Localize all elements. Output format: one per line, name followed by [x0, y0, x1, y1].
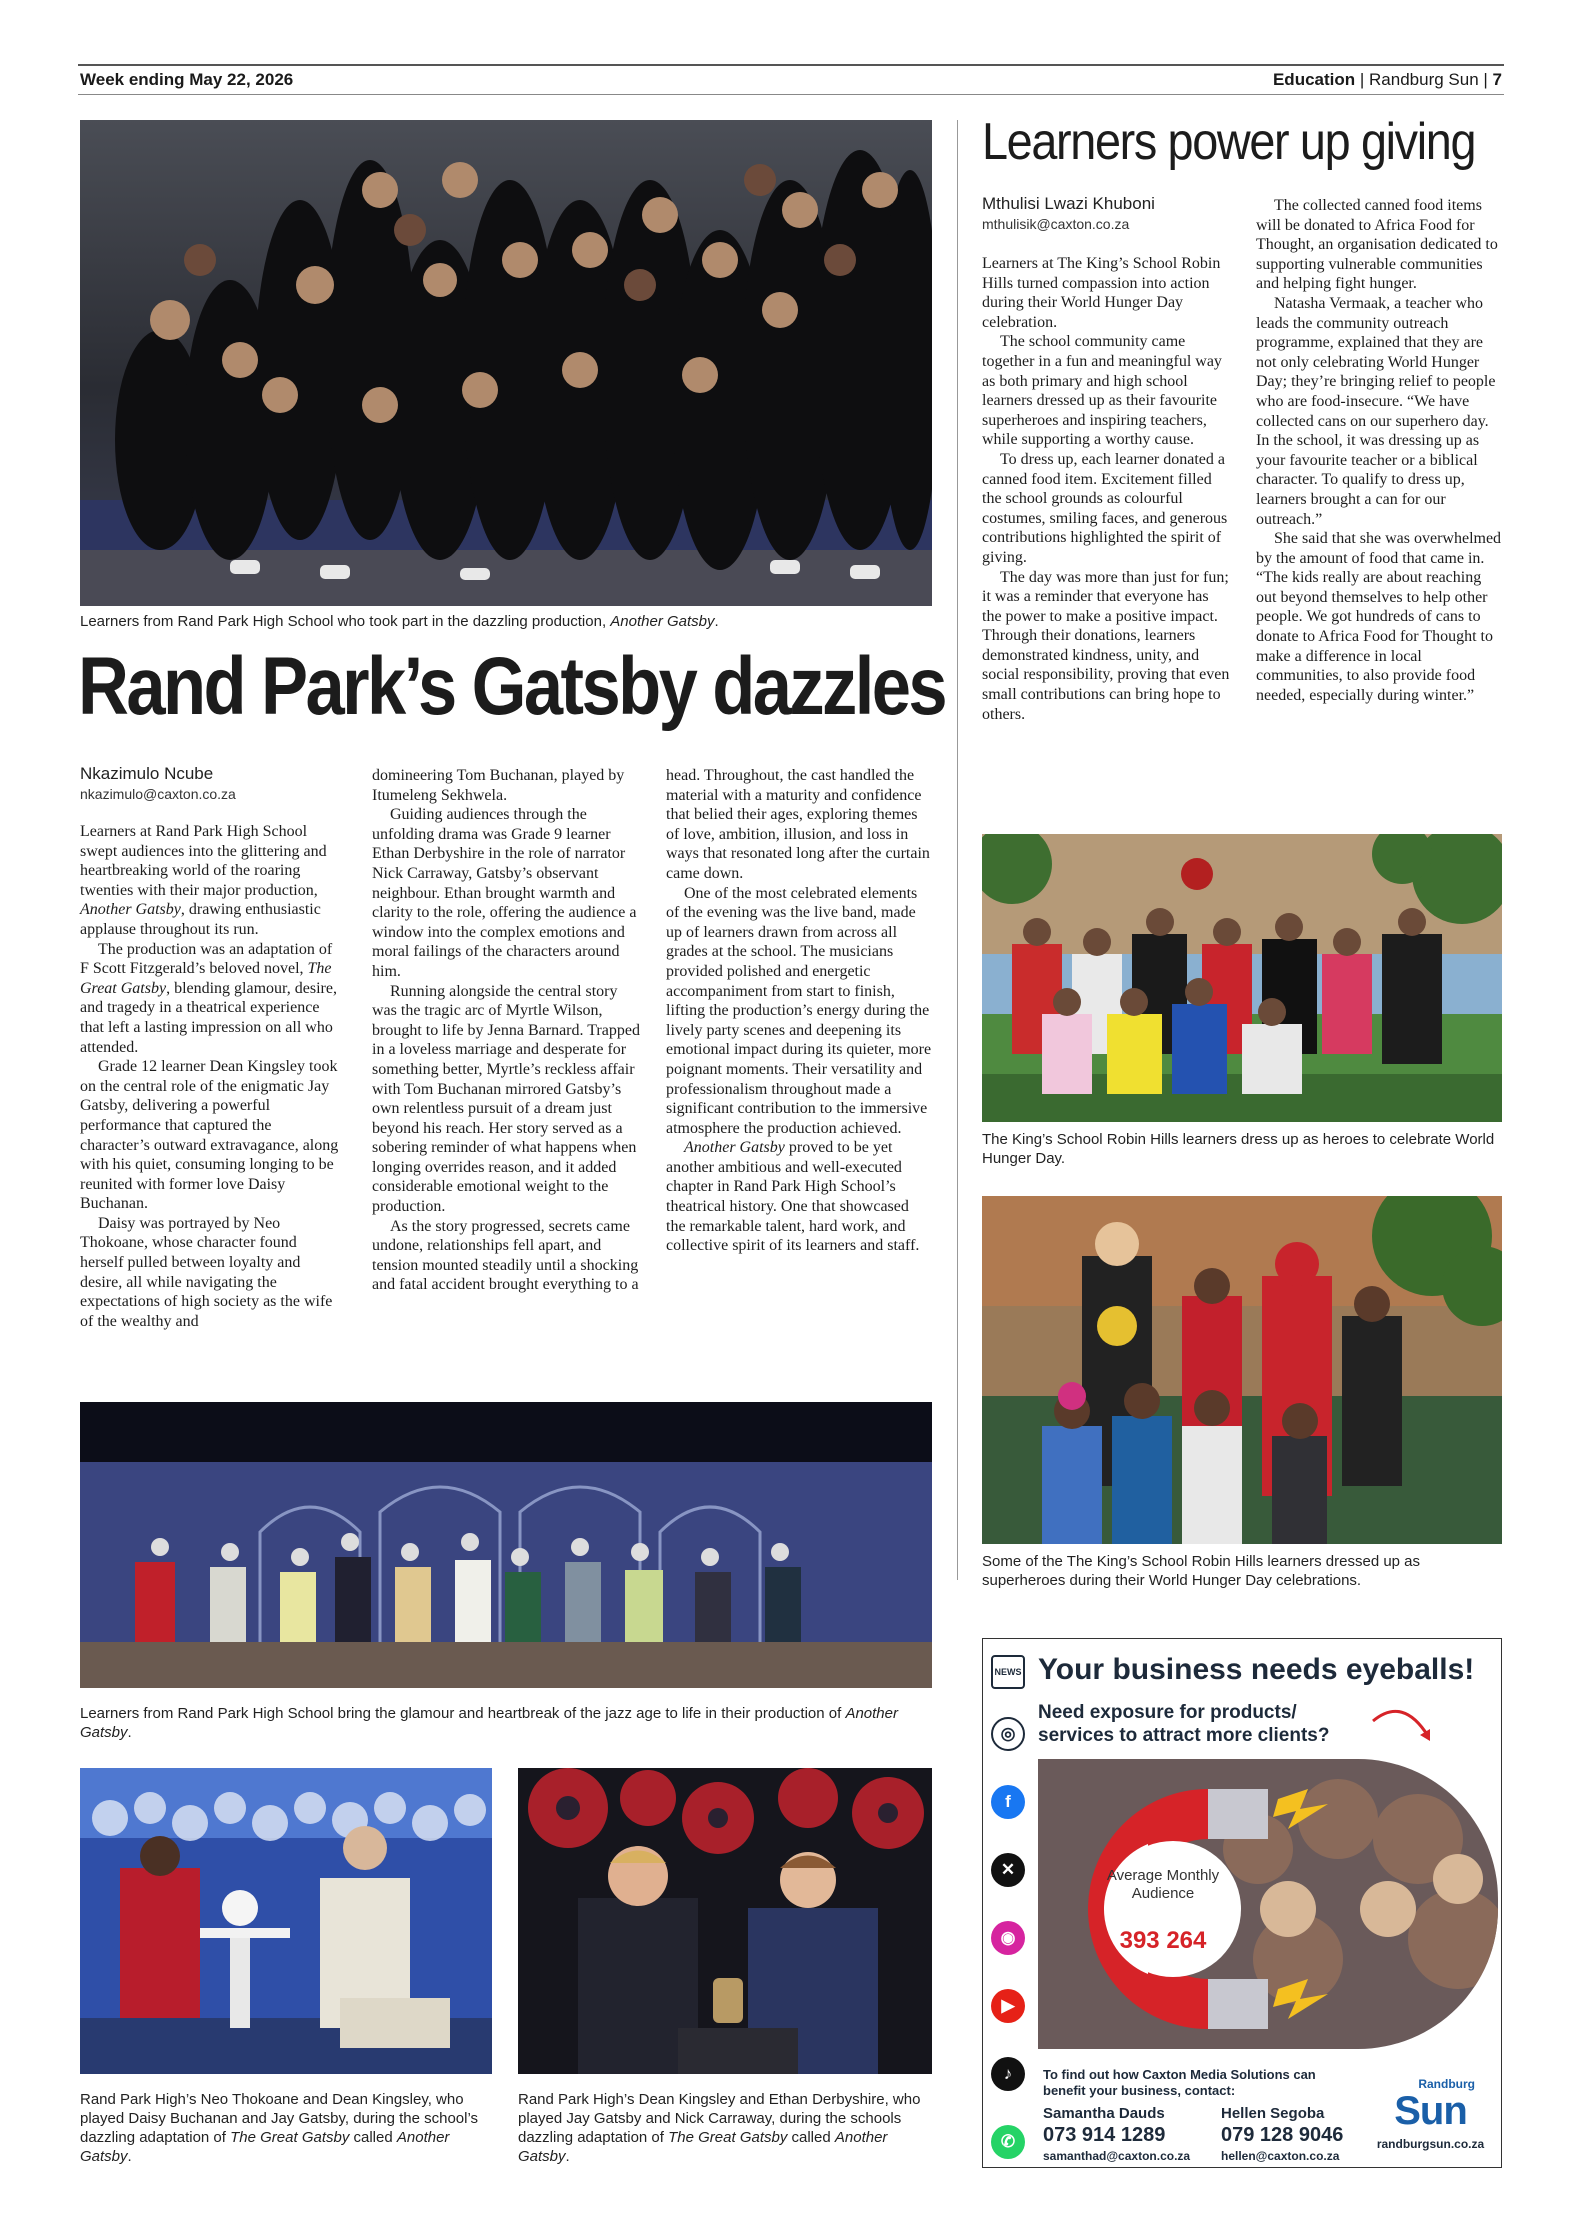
paragraph: The production was an adaptation of F Scott Fitzgerald’s beloved novel, The Great Gatsby, blending glamour, desire, and tragedy in a theatrical experience that left a lasting impression on all who attended. — [80, 940, 337, 1056]
header-rule — [78, 64, 1504, 66]
paragraph: Natasha Vermaak, a teacher who leads the community outreach programme, explained that they are not only celebrating World Hunger Day; they’re bringing relief to people who are food-insecure. “We have collected cans on our superhero day. In the school, it was dressing up as your favourite teacher or a biblical character. To qualify to dress up, learners brought a can for our outreach.” — [1256, 294, 1496, 528]
advert-subtitle: Need exposure for products/ services to attract more clients? — [1038, 1702, 1330, 1746]
instagram-icon[interactable]: ◉ — [991, 1921, 1025, 1955]
section-name: Education — [1272, 70, 1356, 89]
randburg-sun-logo: Randburg Sun randburgsun.co.za — [1368, 2077, 1493, 2151]
superheroes-photo-caption: Some of the The King’s School Robin Hills learners dressed up as superheroes during their World Hunger Day celebrations. — [982, 1553, 1421, 1589]
gatsby-headline: Rand Park’s Gatsby dazzles — [78, 641, 946, 732]
advert-title: Your business needs eyeballs! — [1038, 1653, 1475, 1686]
publication-name: Randburg Sun — [1369, 70, 1479, 89]
x-icon[interactable]: ✕ — [991, 1853, 1025, 1887]
header-rule-bottom — [78, 94, 1504, 95]
contact-hellen — [1221, 2105, 1343, 2163]
daisy-gatsby-photo — [80, 1768, 492, 2074]
gatsby-photo2-caption: Learners from Rand Park High School bring the glamour and heartbreak of the jazz age to life in their production of Another Gatsby. — [80, 1705, 898, 1741]
column-divider — [957, 120, 958, 1580]
issue-date: Week ending May 22, 2026 — [80, 70, 294, 89]
tiktok-icon[interactable]: ♪ — [991, 2057, 1025, 2091]
paragraph: She said that she was overwhelmed by the amount of food that came in. “The kids really are about reaching out beyond themselves to help other people. We got hundreds of cans to donate to Africa Food for Thought to make a difference in local communities, to also provide food needed, especially during winter.” — [1256, 530, 1502, 704]
gatsby-photo1-caption: Learners from Rand Park High School who took part in the dazzling production, Another Gatsby. — [80, 613, 719, 630]
paragraph: Guiding audiences through the unfolding drama was Grade 9 learner Ethan Derbyshire in the role of narrator Nick Carraway, Gatsby’s observant neighbour. Ethan brought warmth and clarity to the role, offering the audience a window into the complex emotions and moral failings of the characters around him. — [372, 806, 637, 980]
contact-phone[interactable]: 079 128 9046 — [1221, 2124, 1344, 2146]
contact-email[interactable]: hellen@caxton.co.za — [1221, 2149, 1340, 2163]
gatsby-cast-group-photo — [80, 120, 932, 606]
contact-name: Hellen Segoba — [1221, 2105, 1325, 2122]
contact-email[interactable]: samanthad@caxton.co.za — [1043, 2149, 1191, 2163]
news-icon: NEWS — [991, 1655, 1025, 1689]
contact-samantha — [1043, 2105, 1190, 2163]
paragraph: Learners at Rand Park High School swept audiences into the glittering and heartbreaking world of the roaring twenties with their major production, Another Gatsby, drawing enthusiastic applause throughout its run. — [80, 823, 327, 938]
contact-phone[interactable]: 073 914 1289 — [1043, 2124, 1166, 2146]
arrow-icon — [1368, 1701, 1438, 1751]
gatsby-author: Nkazimulo Ncube — [80, 764, 214, 783]
youtube-icon[interactable]: ▶ — [991, 1989, 1025, 2023]
whatsapp-icon[interactable]: ✆ — [991, 2125, 1025, 2159]
paragraph: head. Throughout, the cast handled the material with a maturity and confidence that belied their ages, exploring themes of love, ambition, illusion, and loss in ways that resonated long after the curtain came down. — [666, 767, 930, 882]
superheroes-photo — [982, 1196, 1502, 1544]
contact-intro: To find out how Caxton Media Solutions can benefit your business, contact: — [1043, 2067, 1316, 2098]
paragraph: The day was more than just for fun; it was a reminder that everyone has the power to make a positive impact. Through their donations, learners demonstrated kindness, unity, and social responsibility, proving that even small contributions can bring hope to others. — [982, 568, 1230, 723]
paragraph: Another Gatsby proved to be yet another ambitious and well-executed chapter in Rand Park High School’s theatrical history. One that showcased the remarkable talent, hard work, and collective spirit of its learners and staff. — [666, 1139, 920, 1255]
brand-url[interactable]: randburgsun.co.za — [1376, 2137, 1485, 2151]
audience-label: Average Monthly Audience — [1106, 1867, 1220, 1902]
gatsby-nick-photo — [518, 1768, 932, 2074]
advert-magnet-visual — [1038, 1759, 1498, 2049]
paragraph: Grade 12 learner Dean Kingsley took on the central role of the enigmatic Jay Gatsby, delivering a powerful performance that captured the character’s outward extravagance, along with his quiet, consuming longing to be reunited with former love Daisy Buchanan. — [80, 1058, 339, 1213]
paragraph: The collected canned food items will be donated to Africa Food for Thought, an organisation dedicated to supporting vulnerable communities and helping fight hunger. — [1256, 197, 1498, 293]
giving-headline: Learners power up giving — [982, 113, 1476, 171]
giving-author: Mthulisi Lwazi Khuboni — [982, 194, 1155, 213]
heroes-photo-caption: The King’s School Robin Hills learners dress up as heroes to celebrate World Hunger Day. — [982, 1131, 1495, 1167]
gatsby-photo3-caption: Rand Park High’s Neo Thokoane and Dean Kingsley, who played Daisy Buchanan and Jay Gatsby, during the school’s dazzling adaptation of The Great Gatsby called Another Gatsby. — [80, 2091, 479, 2165]
gatsby-photo4-caption: Rand Park High’s Dean Kingsley and Ethan Derbyshire, who played Jay Gatsby and Nick Carraway, during the schools dazzling adaptation of The Great Gatsby called Another Gatsby. — [518, 2091, 921, 2165]
paragraph: Daisy was portrayed by Neo Thokoane, whose character found herself pulled between loyalty and desire, all while navigating the expectations of high society as the wife of the wealthy and — [80, 1214, 333, 1330]
paragraph: Learners at The King’s School Robin Hills turned compassion into action during their World Hunger Day celebration. — [982, 255, 1221, 331]
gatsby-stage-photo — [80, 1402, 932, 1688]
giving-column-2 — [1256, 196, 1504, 705]
gatsby-column-3 — [666, 766, 932, 1256]
paragraph: To dress up, each learner donated a canned food item. Excitement filled the school grounds as colourful costumes, smiling faces, and generous contributions highlighted the spirit of giving. — [982, 450, 1228, 566]
contact-name: Samantha Dauds — [1043, 2105, 1165, 2122]
paragraph: The school community came together in a fun and meaningful way as both primary and high school learners dressed up as their favourite superheroes and inspiring teachers, while supporting a worthy cause. — [982, 333, 1222, 449]
gatsby-column-2 — [372, 766, 640, 1295]
paragraph: Running alongside the central story was the tragic arc of Myrtle Wilson, brought to life by Jenna Barnard. Trapped in a loveless marriage and desperate for something better, Myrtle’s reckless affair with Tom Buchanan mirrored Gatsby’s own relentless pursuit of a dream just beyond his reach. Her story served as a sobering reminder of what happens when longing overrides reason, and it added considerable emotional weight to the production. — [372, 982, 640, 1216]
gatsby-author-email: nkazimulo@caxton.co.za — [80, 786, 236, 802]
facebook-icon[interactable]: f — [991, 1785, 1025, 1819]
randburg-sun-advert[interactable] — [982, 1638, 1502, 2168]
audience-value: 393 264 — [1119, 1927, 1207, 1954]
paragraph: One of the most celebrated elements of the evening was the live band, made up of learners drawn from across all grades at the school. The musicians provided polished and energetic accompaniment from start to finish, lifting the production’s energy during the lively party scenes and deepening its emotional impact during its quieter, more poignant moments. Their versatility and professionalism throughout made a significant contribution to the immersive atmosphere the production achieved. — [666, 884, 932, 1137]
heroes-group-photo — [982, 834, 1502, 1122]
giving-author-email: mthulisik@caxton.co.za — [982, 216, 1130, 232]
page-number: 7 — [1492, 70, 1502, 89]
page-header-section: Education | Randburg Sun | 7 — [1272, 70, 1502, 89]
giving-column-1 — [982, 254, 1232, 724]
paragraph: As the story progressed, secrets came undone, relationships fell apart, and tension mounted steadily until a shocking and fatal accident brought everything to a — [372, 1217, 639, 1294]
paragraph: domineering Tom Buchanan, played by Itumeleng Sekhwela. — [372, 767, 625, 804]
globe-icon[interactable]: ◎ — [991, 1717, 1025, 1751]
gatsby-column-1 — [80, 822, 342, 1331]
